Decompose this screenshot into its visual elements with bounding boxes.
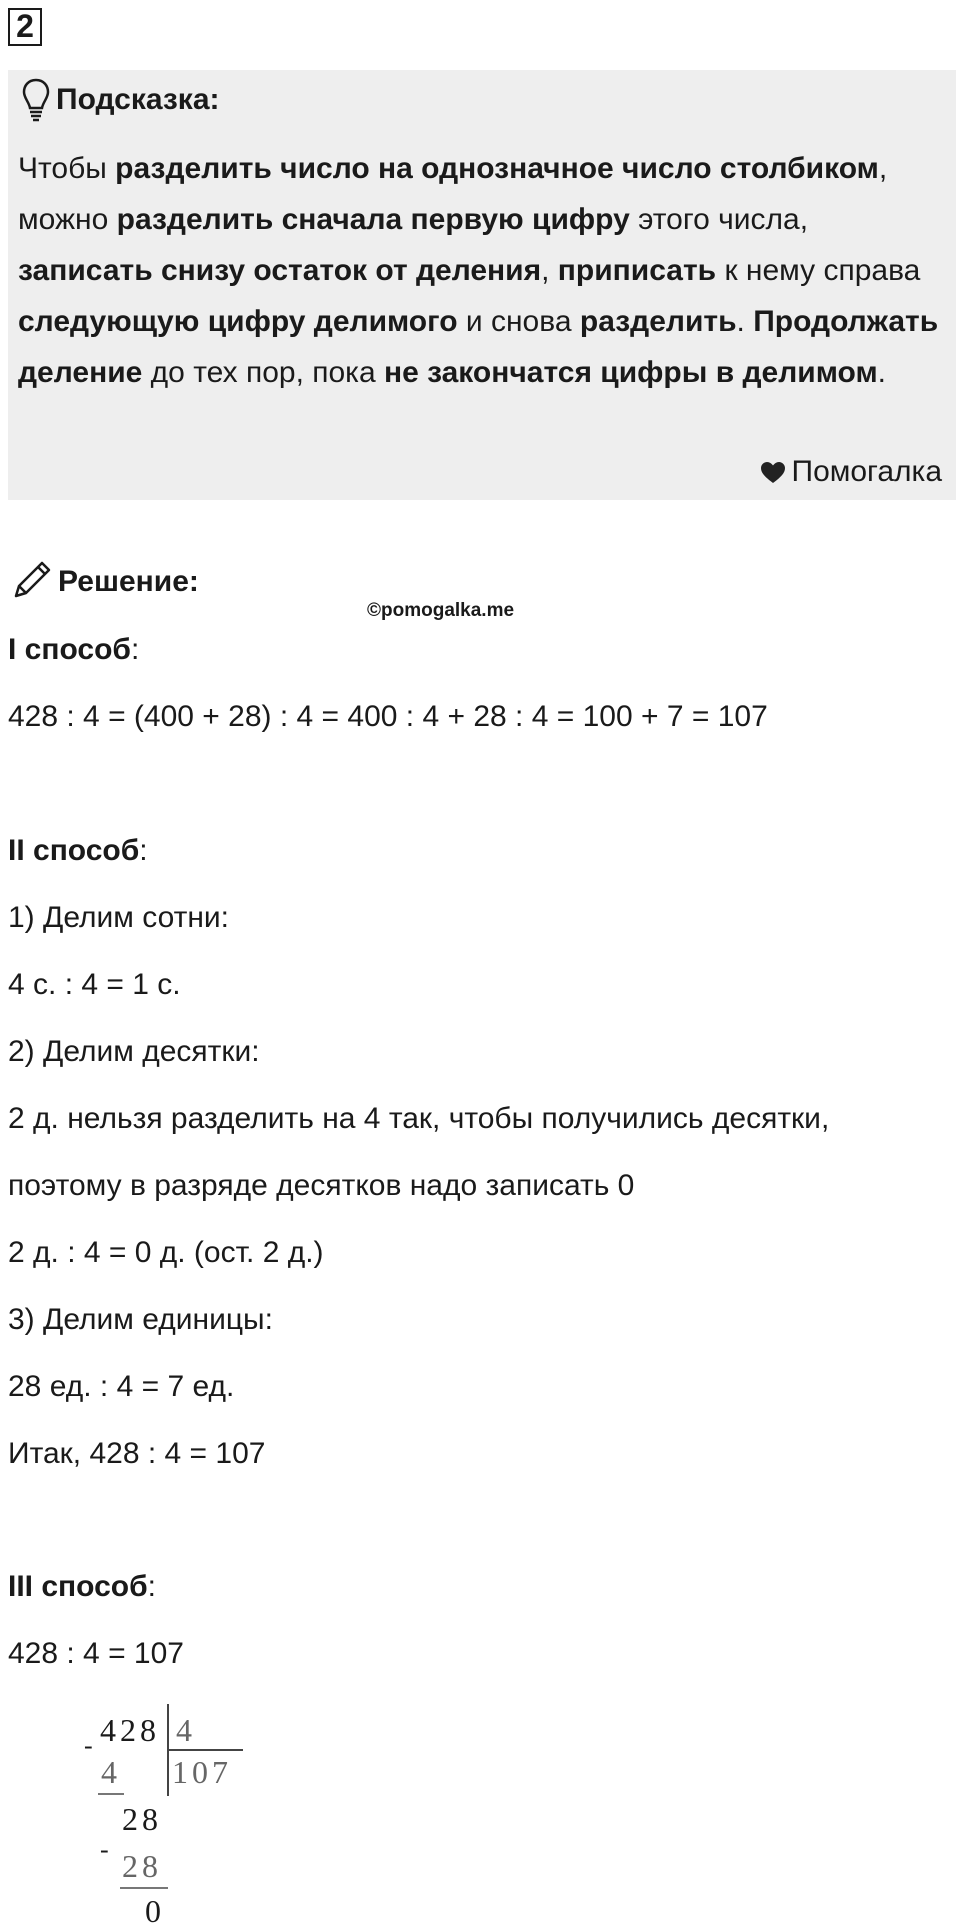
method-2-line: поэтому в разряде десятков надо записать 0: [8, 1169, 635, 1202]
method-2-line: 3) Делим единицы:: [8, 1303, 273, 1336]
method-2-line: 2 д. : 4 = 0 д. (ост. 2 д.): [8, 1236, 324, 1269]
method-3-heading: III способ:: [8, 1570, 156, 1603]
method-2-line: 1) Делим сотни:: [8, 901, 230, 934]
final-remainder: 0: [145, 1893, 165, 1929]
method-1-expression: 428 : 4 = (400 + 28) : 4 = 400 : 4 + 28 : 4 = 100 + 7 = 107: [8, 700, 768, 733]
method-2-line: Итак, 428 : 4 = 107: [8, 1437, 266, 1470]
copyright-watermark: ©pomogalka.me: [367, 600, 515, 621]
divisor: 4: [176, 1712, 196, 1748]
minus-sign: -: [100, 1835, 113, 1864]
method-2-line: 2) Делим десятки:: [8, 1035, 260, 1068]
solution-title: Решение:: [58, 565, 199, 598]
subtrahend-1: 4: [101, 1754, 121, 1790]
method-1-heading: I способ:: [8, 633, 140, 666]
remainder-1: 28: [122, 1801, 162, 1837]
method-3-expression: 428 : 4 = 107: [8, 1637, 184, 1670]
subtrahend-2: 28: [122, 1848, 162, 1884]
hint-text: Чтобы разделить число на однозначное число столбиком, можно разделить сначала первую цифру этого числа, записать снизу остаток от деления, приписать к нему справа следующую цифру делимого и снова разделить. Продолжать деление до тех пор, пока не закончатся цифры в делимом.: [18, 152, 939, 389]
subtrahend-2-underline: [120, 1887, 168, 1889]
heart-icon: [760, 461, 786, 485]
hint-title: Подсказка:: [56, 83, 220, 116]
minus-sign: -: [84, 1731, 97, 1760]
method-2-line: 28 ед. : 4 = 7 ед.: [8, 1370, 235, 1403]
divisor-underline: [169, 1749, 243, 1751]
task-number: 2: [8, 8, 42, 46]
quotient: 107: [172, 1754, 232, 1790]
brand-signature: [760, 452, 943, 492]
method-2-line: 4 с. : 4 = 1 с.: [8, 968, 181, 1001]
brand-name: Помогалка: [791, 455, 942, 488]
subtrahend-1-underline: [98, 1793, 124, 1795]
method-2-line: 2 д. нельзя разделить на 4 так, чтобы получились десятки,: [8, 1102, 830, 1135]
lightbulb-icon: [22, 78, 50, 122]
method-2-heading: II способ:: [8, 834, 148, 867]
dividend: 428: [100, 1712, 160, 1748]
pencil-icon: [10, 558, 54, 602]
